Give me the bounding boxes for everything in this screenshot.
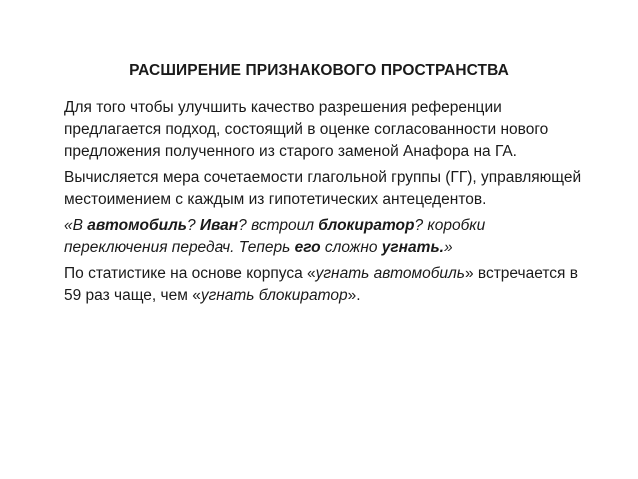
- paragraph-2: [64, 167, 584, 211]
- text-run: ? коробки переключения передач. Теперь: [64, 217, 490, 256]
- text-run: Для того чтобы улучшить качество разрешения референции предлагается подход, состоящий в оценке согласованности нового предложения полученного из старого заменой Анафора на ГА.: [64, 99, 553, 160]
- highlighted-word: Иван: [199, 217, 239, 234]
- text-run-italic: угнать автомобиль: [315, 265, 465, 282]
- highlighted-word: блокиратор: [318, 217, 415, 234]
- highlighted-word: его: [294, 239, 321, 256]
- slide-body: [64, 97, 584, 311]
- paragraph-4: [64, 263, 584, 307]
- highlighted-word: угнать.: [381, 239, 444, 256]
- paragraph-1: [64, 97, 584, 163]
- text-run: По статистике на основе корпуса «: [64, 265, 316, 282]
- text-run: ?: [186, 217, 200, 234]
- text-run: Вычисляется мера сочетаемости глагольной группы (ГГ), управляющей местоимением с каждым из гипотетических антецедентов.: [64, 169, 586, 208]
- text-run: ».: [347, 287, 361, 304]
- text-run: ? встроил: [238, 217, 319, 234]
- text-run: «В: [64, 217, 88, 234]
- text-run-italic: угнать блокиратор: [200, 287, 348, 304]
- slide-title: РАСШИРЕНИЕ ПРИЗНАКОВОГО ПРОСТРАНСТВА: [129, 62, 509, 79]
- highlighted-word: автомобиль: [87, 217, 187, 234]
- text-run: » встречается в 59 раз чаще, чем «: [64, 265, 583, 304]
- paragraph-3-example: [64, 215, 584, 259]
- text-run: сложно: [320, 239, 382, 256]
- text-run: »: [443, 239, 453, 256]
